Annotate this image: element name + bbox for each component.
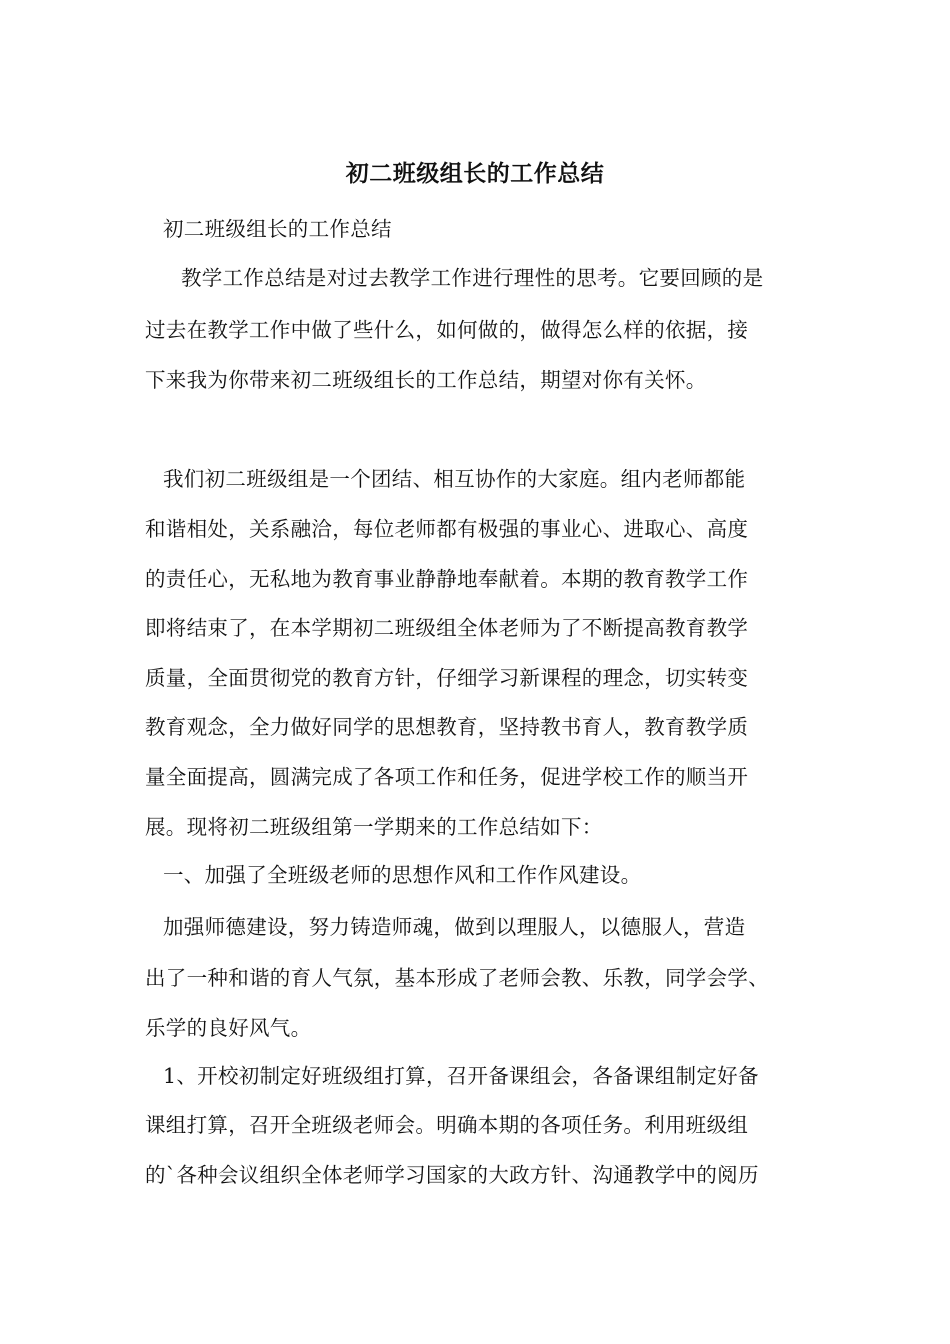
text-line: 出了一种和谐的育人气氛，基本形成了老师会教、乐教，同学会学、 <box>145 966 769 990</box>
text-line: 的责任心，无私地为教育事业静静地奉献着。本期的教育教学工作 <box>145 567 749 591</box>
section-heading: 一、加强了全班级老师的思想作风和工作作风建设。 <box>163 863 642 887</box>
subtitle-line: 初二班级组长的工作总结 <box>163 217 392 241</box>
text-line: 1、开校初制定好班级组打算，召开备课组会，各备课组制定好备 <box>163 1064 759 1088</box>
text-line: 的`各种会议组织全体老师学习国家的大政方针、沟通教学中的阅历 <box>145 1163 759 1187</box>
text-line: 即将结束了，在本学期初二班级组全体老师为了不断提高教育教学 <box>145 616 749 640</box>
text-line: 教学工作总结是对过去教学工作进行理性的思考。它要回顾的是 <box>181 266 764 290</box>
text-line: 教育观念，全力做好同学的思想教育，坚持教书育人，教育教学质 <box>145 715 749 739</box>
text-line: 质量，全面贯彻党的教育方针，仔细学习新课程的理念，切实转变 <box>145 666 749 690</box>
document-title: 初二班级组长的工作总结 <box>345 160 605 187</box>
text-line: 和谐相处，关系融洽，每位老师都有极强的事业心、进取心、高度 <box>145 517 749 541</box>
text-line: 过去在教学工作中做了些什么，如何做的，做得怎么样的依据，接 <box>145 318 749 342</box>
text-line: 下来我为你带来初二班级组长的工作总结，期望对你有关怀。 <box>145 368 707 392</box>
text-line: 乐学的良好风气。 <box>145 1016 312 1040</box>
text-line: 加强师德建设，努力铸造师魂，做到以理服人，以德服人，营造 <box>163 915 746 939</box>
text-line: 量全面提高，圆满完成了各项工作和任务，促进学校工作的顺当开 <box>145 765 749 789</box>
text-line: 课组打算，召开全班级老师会。明确本期的各项任务。利用班级组 <box>145 1113 749 1137</box>
text-line: 我们初二班级组是一个团结、相互协作的大家庭。组内老师都能 <box>163 467 746 491</box>
text-line: 展。现将初二班级组第一学期来的工作总结如下： <box>145 815 603 839</box>
